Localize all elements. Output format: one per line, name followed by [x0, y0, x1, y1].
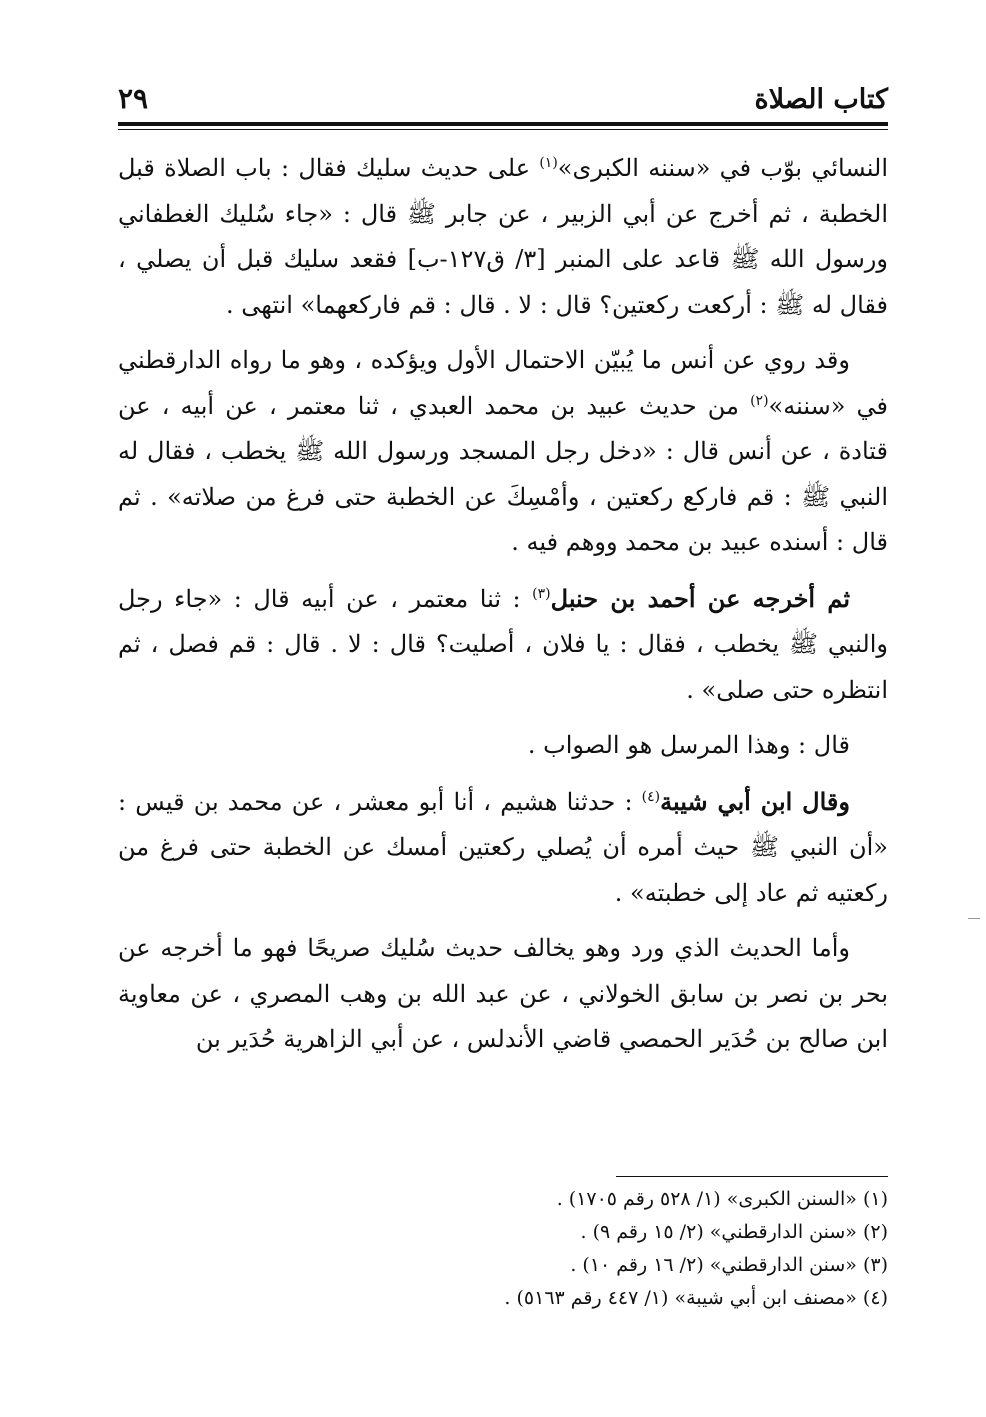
paragraph	[118, 146, 888, 328]
footnote-separator	[616, 1176, 888, 1177]
bold-lead: ثم أخرجه عن أحمد بن حنبل	[550, 583, 850, 613]
paragraph	[118, 926, 888, 1063]
footnote-ref: (١)	[539, 155, 558, 171]
margin-mark	[968, 918, 980, 919]
header-rule-thick	[118, 122, 888, 126]
footnote: (٣) «سنن الدارقطني» (٢/ ١٦ رقم ١٠) .	[570, 1254, 888, 1276]
paragraph-text: وأما الحديث الذي ورد وهو يخالف حديث سُليك صريحًا فهو ما أخرجه عن بحر بن نصر بن سابق الخولاني ، عن عبد الله بن وهب المصري ، عن معاوية ابن صالح بن حُدَير الحمصي قاضي الأندلس ، عن أبي الزاهرية حُدَير بن	[118, 934, 888, 1053]
paragraph	[118, 338, 888, 566]
paragraph-text: من حديث عبيد بن محمد العبدي ، ثنا معتمر ، عن أبيه ، عن قتادة ، عن أنس قال : «دخل رجل المسجد ورسول الله ﷺ يخطب ، فقال له النبي ﷺ : قم فاركع ركعتين ، وأمْسِكَ عن الخطبة حتى فرغ من صلاته» . ثم قال : أسنده عبيد بن محمد ووهم فيه .	[118, 391, 888, 556]
paragraph	[118, 576, 888, 714]
footnote: (٤) «مصنف ابن أبي شيبة» (١/ ٤٤٧ رقم ٥١٦٣) .	[504, 1287, 888, 1309]
paragraph	[118, 779, 888, 917]
paragraph-text: النسائي بوّب في «سننه الكبرى»	[557, 154, 888, 182]
footnote-ref: (٣)	[532, 585, 551, 602]
page-header	[118, 78, 888, 124]
paragraph	[118, 723, 888, 769]
bold-lead: وقال ابن أبي شيبة	[660, 786, 850, 816]
footnote: (٢) «سنن الدارقطني» (٢/ ١٥ رقم ٩) .	[580, 1221, 888, 1243]
paragraph-text: قال : وهذا المرسل هو الصواب .	[527, 731, 850, 759]
paragraph-text: وقد روي عن أنس ما يُبيّن الاحتمال الأول ويؤكده ، وهو ما رواه الدارقطني في «سننه»	[118, 346, 888, 420]
paragraph-text: : حدثنا هشيم ، أنا أبو معشر ، عن محمد بن قيس : «أن النبي ﷺ حيث أمره أن يُصلي ركعتين أمسك عن الخطبة حتى فرغ من ركعتيه ثم عاد إلى خطبته» .	[118, 787, 888, 907]
running-title: كتاب الصلاة	[754, 84, 888, 115]
paragraph-text: : ثنا معتمر ، عن أبيه قال : «جاء رجل والنبي ﷺ يخطب ، فقال : يا فلان ، أصليت؟ قال : لا . قال : قم فصل ، ثم انتظره حتى صلى» .	[118, 584, 888, 704]
main-text	[118, 146, 888, 1073]
footnotes	[118, 1183, 888, 1315]
paragraph-text: على حديث سليك فقال : باب الصلاة قبل الخطبة ، ثم أخرج عن أبي الزبير ، عن جابر ﷺ قال : «جاء سُليك الغطفاني ورسول الله ﷺ قاعد على المنبر [٣/ ق١٢٧-ب] فقعد سليك قبل أن يصلي ، فقال له ﷺ : أركعت ركعتين؟ قال : لا . قال : قم فاركعهما» انتهى .	[118, 154, 888, 319]
footnote: (١) «السنن الكبرى» (١/ ٥٢٨ رقم ١٧٠٥) .	[556, 1188, 888, 1210]
footnote-ref: (٤)	[641, 788, 661, 805]
footnote-ref: (٢)	[750, 392, 769, 409]
page-number: ٢٩	[118, 82, 149, 115]
header-rule-thin	[118, 129, 888, 130]
